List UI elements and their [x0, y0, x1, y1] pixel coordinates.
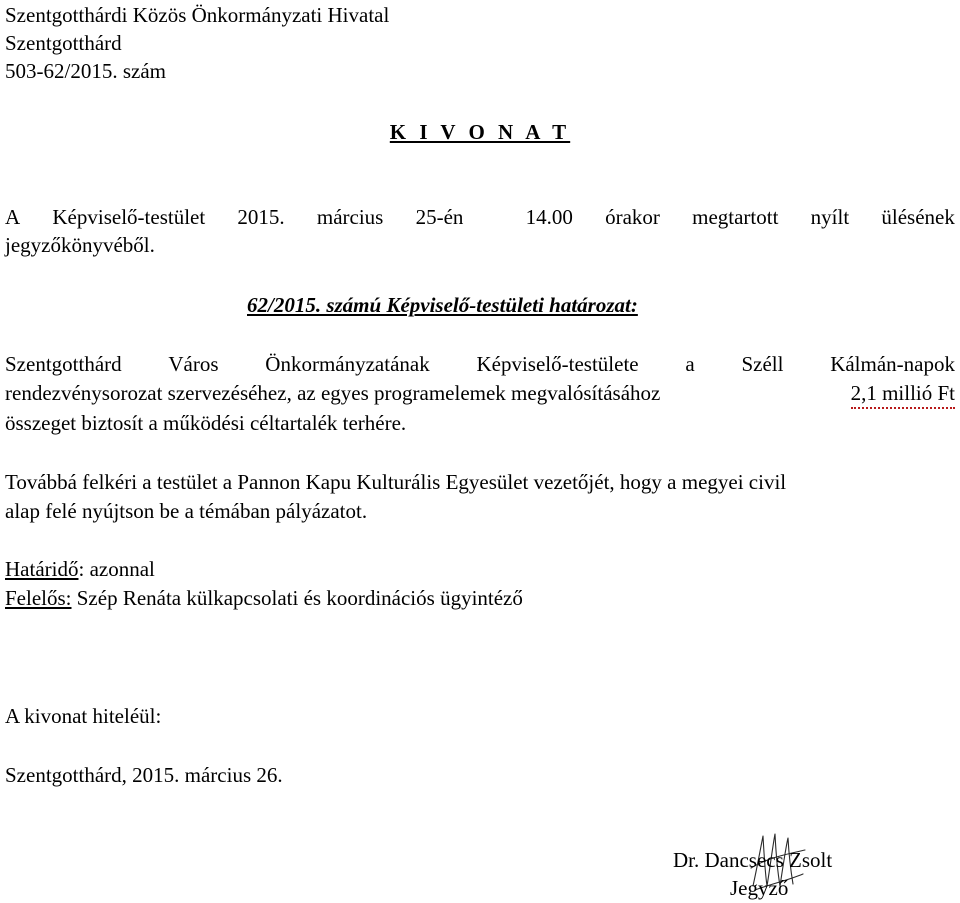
- intro-word: 2015.: [237, 205, 285, 229]
- deadline-value: : azonnal: [78, 557, 155, 581]
- paragraph-word: Képviselő-testülete: [476, 352, 639, 376]
- resolution-title: 62/2015. számú Képviselő-testületi határozat:: [247, 293, 638, 317]
- signatory-title: Jegyző: [730, 876, 789, 900]
- document-title: K I V O N A T: [389, 120, 571, 144]
- paragraph-word: Széll: [741, 352, 784, 376]
- deadline-label: Határidő: [5, 557, 79, 581]
- paragraph-word: a: [685, 352, 695, 376]
- paragraph-word: Város: [168, 352, 219, 376]
- paragraph2-line1: Továbbá felkéri a testület a Pannon Kapu Kulturális Egyesület vezetőjét, hogy a megyei civil: [5, 470, 787, 494]
- responsible-label: Felelős:: [5, 586, 72, 610]
- city-name: Szentgotthárd: [5, 31, 122, 55]
- deadline-line: [5, 555, 155, 583]
- document-page: [5, 0, 955, 903]
- certification: A kivonat hiteléül:: [5, 704, 162, 728]
- responsible-value: Szép Renáta külkapcsolati és koordinációs ügyintéző: [71, 586, 523, 610]
- intro-word: 14.00: [525, 205, 573, 229]
- paragraph1-line1: [5, 350, 955, 378]
- paragraph1-line3: összeget biztosít a működési céltartalék terhére.: [5, 411, 407, 435]
- paragraph1-line2: [5, 379, 955, 409]
- office-name: Szentgotthárdi Közös Önkormányzati Hivatal: [5, 3, 390, 27]
- intro-line: [5, 203, 955, 231]
- intro-word: órakor: [605, 205, 660, 229]
- paragraph-word: Szentgotthárd: [5, 352, 122, 376]
- signatory-name: Dr. Dancsecs Zsolt: [673, 848, 833, 872]
- intro-word: Képviselő-testület: [52, 205, 206, 229]
- paragraph-text: rendezvénysorozat szervezéséhez, az egyes programelemek megvalósításához: [5, 381, 661, 405]
- intro-word: ülésének: [881, 205, 955, 229]
- intro-word: 25-én: [415, 205, 464, 229]
- file-number: 503-62/2015. szám: [5, 59, 166, 83]
- responsible-line: [5, 584, 523, 612]
- intro-line-2: jegyzőkönyvéből.: [5, 233, 155, 257]
- place-date: Szentgotthárd, 2015. március 26.: [5, 763, 283, 787]
- intro-word: A: [5, 205, 21, 229]
- paragraph-word: Kálmán-napok: [830, 352, 955, 376]
- amount-highlight: 2,1 millió Ft: [851, 379, 955, 409]
- intro-word: megtartott: [692, 205, 779, 229]
- intro-word: nyílt: [810, 205, 850, 229]
- paragraph2-line2: alap felé nyújtson be a témában pályázatot.: [5, 499, 368, 523]
- intro-word: március: [316, 205, 384, 229]
- paragraph-word: Önkormányzatának: [265, 352, 430, 376]
